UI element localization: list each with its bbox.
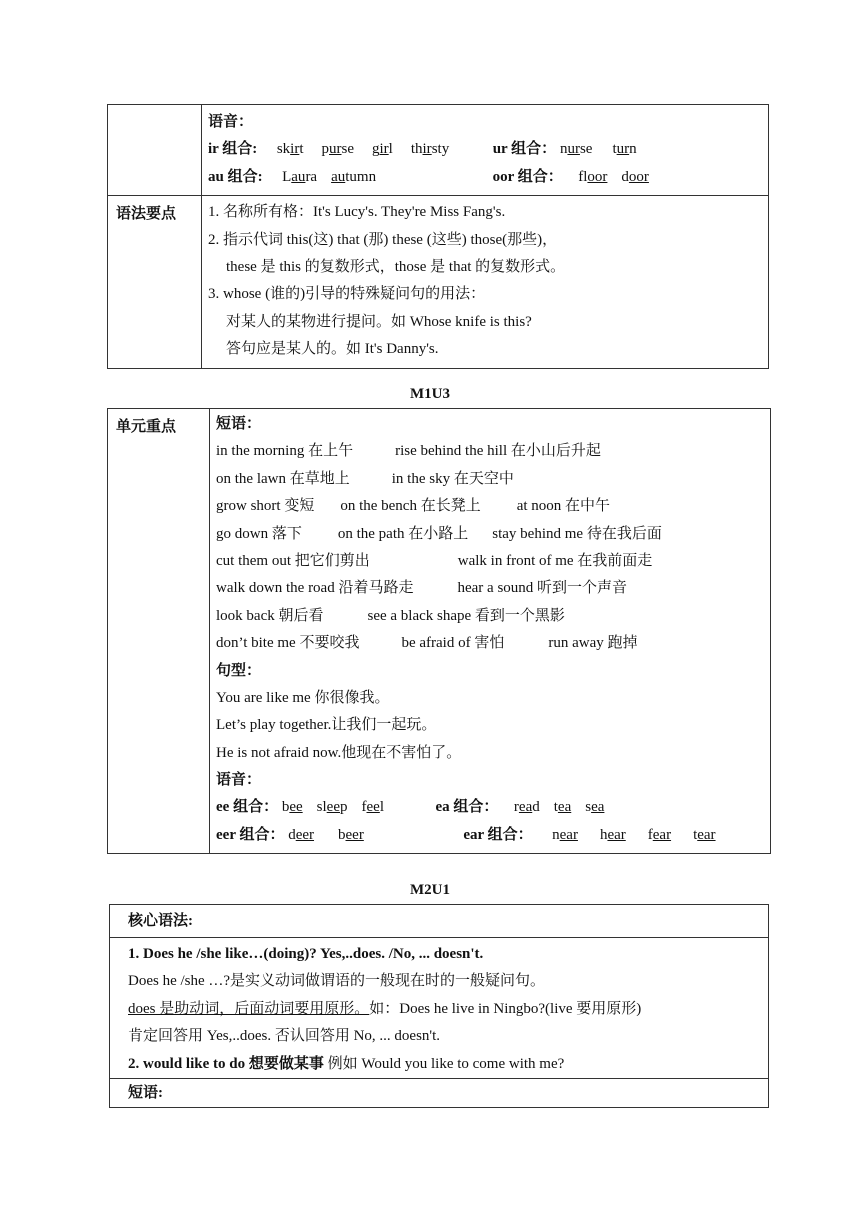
phrase-item: be afraid of 害怕 bbox=[401, 635, 505, 652]
phrase-item: cut them out 把它们剪出 bbox=[216, 552, 370, 569]
sentences-title: 句型： bbox=[216, 662, 262, 679]
ir-label: ir 组合: bbox=[208, 141, 258, 158]
phrase-item: run away 跑掉 bbox=[548, 635, 638, 652]
grammar-line-3: these 是 this 的复数形式，those 是 that 的复数形式。 bbox=[226, 258, 566, 275]
phonics-row-au-oor bbox=[208, 164, 762, 191]
phrase-item: look back 朝后看 bbox=[216, 607, 324, 624]
phrase-item: grow short 变短 bbox=[216, 498, 315, 515]
phrases-title-m2u1: 短语: bbox=[128, 1084, 163, 1101]
phonics-word: read bbox=[513, 799, 540, 816]
phonics-word: sleep bbox=[316, 799, 348, 816]
grammar-point-1-example: 如：Does he live in Ningbo?(live 要用原形) bbox=[369, 1000, 642, 1017]
unit-key-label: 单元重点 bbox=[108, 409, 210, 854]
grammar-point-1-line-2 bbox=[128, 996, 768, 1023]
phrase-line bbox=[216, 603, 764, 630]
grammar-point-1-line-3: 肯定回答用 Yes,..does. 否认回答用 No, ... doesn't. bbox=[128, 1028, 441, 1045]
grammar-line-2: 2. 指示代词 this(这) that (那) these (这些) those(那些)， bbox=[208, 231, 558, 248]
phrases-header bbox=[110, 1078, 769, 1107]
phrase-item: on the bench 在长凳上 bbox=[340, 498, 481, 515]
section-title-m2u1: M2U1 bbox=[410, 882, 450, 898]
phonics-word: floor bbox=[578, 168, 608, 185]
phonics-title: 语音： bbox=[208, 114, 254, 130]
phonics-word: deer bbox=[288, 826, 315, 843]
ee-words bbox=[282, 799, 398, 815]
phonics-word: sea bbox=[585, 799, 605, 816]
ea-label: ea 组合： bbox=[435, 799, 499, 816]
phonics-title-2: 语音： bbox=[216, 772, 262, 789]
phonics-word: tea bbox=[553, 799, 572, 816]
sentence-1: You are like me 你很像我。 bbox=[216, 689, 390, 706]
phrase-line bbox=[216, 575, 764, 602]
grammar-line-6: 答句应是某人的。如 It's Danny's. bbox=[226, 341, 439, 358]
table-unit-summary-1 bbox=[107, 104, 769, 369]
core-grammar-body bbox=[110, 938, 769, 1079]
grammar-point-2-title: 2. would like to do 想要做某事 bbox=[128, 1055, 324, 1072]
phonics-word: autumn bbox=[331, 168, 377, 185]
phrase-item: at noon 在中午 bbox=[516, 498, 611, 515]
ur-words bbox=[560, 141, 657, 157]
phonics-word: skirt bbox=[276, 141, 304, 158]
ear-label: ear 组合： bbox=[463, 826, 533, 843]
phonics-cell bbox=[202, 105, 769, 196]
phonics-word: hear bbox=[599, 826, 626, 843]
phonics-row-eer-ear bbox=[216, 822, 764, 849]
table-unit-summary-2 bbox=[107, 408, 771, 854]
au-label: au 组合: bbox=[208, 168, 263, 185]
phrase-item: don’t bite me 不要咬我 bbox=[216, 635, 360, 652]
grammar-cell bbox=[202, 196, 769, 368]
phonics-word: near bbox=[552, 826, 578, 843]
phrase-line bbox=[216, 466, 764, 493]
phonics-word: thirsty bbox=[410, 141, 450, 158]
sentence-2: Let’s play together.让我们一起玩。 bbox=[216, 717, 437, 734]
section-title-m1u3: M1U3 bbox=[410, 386, 450, 402]
grammar-point-1-underlined: does 是助动词，后面动词要用原形。 bbox=[128, 1000, 370, 1017]
phrase-line bbox=[216, 493, 764, 520]
core-grammar-header bbox=[110, 905, 769, 938]
phrase-item: on the path 在小路上 bbox=[337, 525, 469, 542]
phonics-word: Laura bbox=[282, 168, 318, 185]
eer-words bbox=[288, 827, 388, 843]
phonics-word: tear bbox=[693, 826, 716, 843]
phrase-lines bbox=[216, 438, 764, 657]
au-words bbox=[282, 169, 390, 185]
grammar-line-5: 对某人的某物进行提问。如 Whose knife is this? bbox=[226, 313, 532, 330]
unit-key-cell bbox=[210, 409, 771, 854]
phrase-item: hear a sound 听到一个声音 bbox=[457, 580, 628, 597]
phonics-row-ee-ea bbox=[216, 794, 764, 821]
phonics-row-ir-ur bbox=[208, 136, 762, 163]
phrases-title: 短语： bbox=[216, 416, 262, 432]
phrase-line bbox=[216, 521, 764, 548]
oor-label: oor 组合： bbox=[492, 168, 563, 185]
phrase-item: on the lawn 在草地上 bbox=[216, 470, 350, 487]
ir-words bbox=[277, 141, 467, 157]
phrase-item: see a black shape 看到一个黑影 bbox=[367, 607, 565, 624]
phrase-line bbox=[216, 438, 764, 465]
sentence-3: He is not afraid now.他现在不害怕了。 bbox=[216, 744, 462, 761]
grammar-point-2-example: 例如 Would you like to come with me? bbox=[323, 1055, 565, 1072]
phonics-word: turn bbox=[612, 141, 637, 158]
phonics-word: purse bbox=[321, 141, 354, 158]
ee-label: ee 组合： bbox=[216, 799, 279, 816]
phrase-line bbox=[216, 548, 764, 575]
phrase-item: go down 落下 bbox=[216, 525, 302, 542]
grammar-point-2 bbox=[128, 1051, 768, 1078]
phonics-word: door bbox=[621, 168, 649, 185]
grammar-label: 语法要点 bbox=[108, 196, 202, 368]
table-core-grammar bbox=[109, 904, 769, 1108]
phonics-word: bee bbox=[281, 799, 303, 816]
phrase-item: in the sky 在天空中 bbox=[391, 470, 514, 487]
phonics-word: girl bbox=[372, 141, 393, 158]
core-grammar-title: 核心语法: bbox=[128, 913, 193, 929]
phrase-line bbox=[216, 630, 764, 657]
phonics-word: fear bbox=[647, 826, 672, 843]
grammar-line-1: 1. 名称所有格：It's Lucy's. They're Miss Fang's. bbox=[208, 204, 506, 221]
grammar-line-4: 3. whose (谁的)引导的特殊疑问句的用法： bbox=[208, 286, 486, 303]
grammar-point-1-title: 1. Does he /she like…(doing)? Yes,..does. /No, ... doesn't. bbox=[128, 946, 484, 962]
ea-words bbox=[514, 799, 619, 815]
ear-words bbox=[552, 827, 737, 843]
phrase-item: in the morning 在上午 bbox=[216, 443, 354, 460]
ur-label: ur 组合： bbox=[492, 141, 557, 158]
phrase-item: rise behind the hill 在小山后升起 bbox=[395, 443, 601, 460]
phonics-word: beer bbox=[338, 826, 364, 843]
grammar-point-1-line-1: Does he /she …?是实义动词做谓语的一般现在时的一般疑问句。 bbox=[128, 973, 546, 990]
phrase-item: walk down the road 沿着马路走 bbox=[216, 580, 414, 597]
empty-label-cell bbox=[108, 105, 202, 196]
phrase-item: walk in front of me 在我前面走 bbox=[457, 552, 653, 569]
phrase-item: stay behind me 待在我后面 bbox=[492, 525, 662, 542]
phonics-word: nurse bbox=[559, 141, 593, 158]
oor-words bbox=[578, 169, 663, 185]
phonics-word: feel bbox=[361, 799, 384, 816]
eer-label: eer 组合： bbox=[216, 826, 285, 843]
